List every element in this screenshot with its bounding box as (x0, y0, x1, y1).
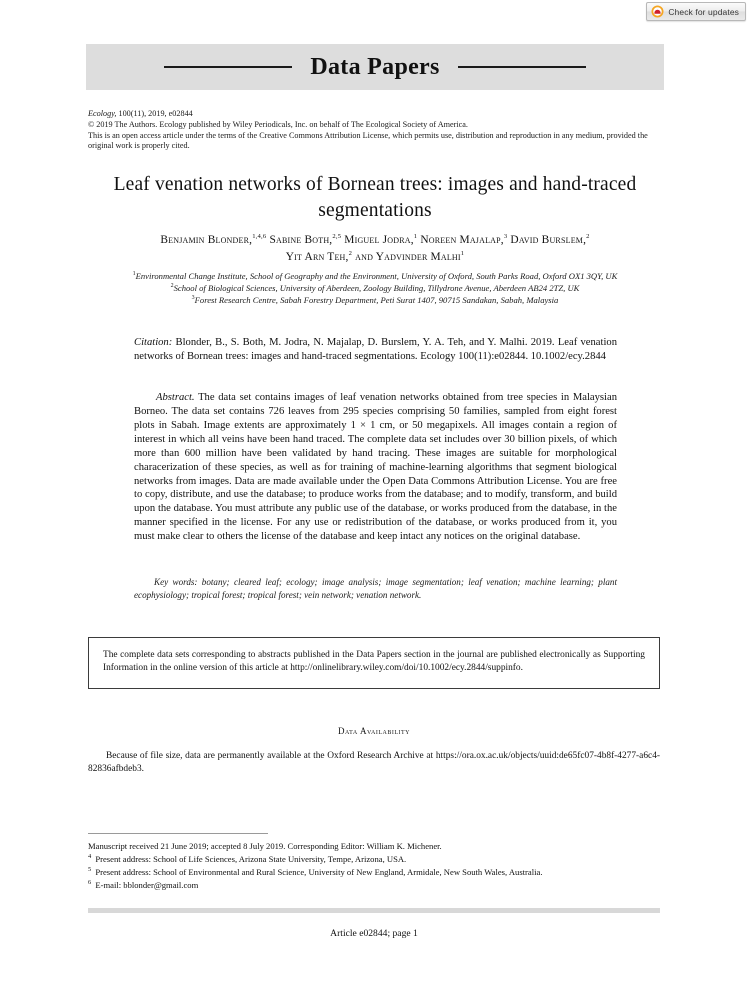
check-for-updates-label: Check for updates (668, 6, 739, 17)
keywords-text: botany; cleared leaf; ecology; image analysis; image segmentation; leaf venation; machine learning; plant ecophysiology; tropical forest; tropical forest; vein network; venation network. (134, 577, 618, 600)
affiliation-item (78, 282, 672, 294)
author-affiliation-marker: 2 (348, 249, 353, 257)
footnote-marker: 5 (88, 866, 92, 874)
supporting-information-text: The complete data sets corresponding to abstracts published in the Data Papers section in the journal are published electronically as Supporting Information in the online version of this article at http://onlinelibrary.wiley.com/doi/10.1002/ecy.2844/suppinfo. (103, 650, 645, 673)
author-list (90, 232, 660, 265)
footnote-text: Present address: School of Life Sciences, Arizona State University, Tempe, Arizona, USA. (93, 854, 407, 865)
banner-rule-left (164, 66, 292, 68)
footer-divider (88, 908, 660, 913)
author-affiliation-marker: 3 (503, 233, 508, 241)
citation-text: Blonder, B., S. Both, M. Jodra, N. Majalap, D. Burslem, Y. A. Teh, and Y. Malhi. 2019. Leaf venation networks of Bornean trees: images and hand-traced segmentations. Ecology 100(11):e02844. 10.1002/ecy.2844 (134, 337, 617, 363)
author-name: and Yadvinder Malhi (355, 250, 461, 263)
affiliation-text: Environmental Change Institute, School of Geography and the Environment, University of Oxford, South Parks Road, Oxford OX1 3QY, UK (135, 271, 618, 281)
keywords-block (134, 576, 617, 601)
journal-issue: 100(11), 2019, e02844 (116, 109, 193, 118)
citation-label: Citation: (134, 337, 173, 348)
footnote-marker: 6 (88, 879, 92, 887)
affiliation-marker: 1 (132, 271, 136, 278)
banner-rule-right (458, 66, 586, 68)
abstract-text: The data set contains images of leaf venation networks obtained from tree species in Malaysian Borneo. The data set contains 726 leaves from 295 species comprising 50 families, sampled from eight forest plots in Sabah. Image extents are approximately 1 × 1 cm, or 50 megapixels. All images contain a region of interest in which all veins have been hand traced. The complete data set includes over 30 billion pixels, of which more than 600 million have been validated by hand tracing. These images are suitable for morphological characerization of these species, as well as for training of machine-learning algorithms that segment biological networks from images. Data are made available under the Open Data Commons Attribution License. You are free to copy, distribute, and use the database; to produce works from the database; and to modify, transform, and build upon the database. You must attribute any public use of the database, or works produced from the database, in the manner specified in the license. For any use or redistribution of the database, or works produced from it, you must make clear to others the license of the database and keep intact any notices on the original database. (134, 392, 617, 543)
footnote-text: E-mail: bblonder@gmail.com (93, 880, 199, 891)
author-affiliation-marker: 2,5 (332, 233, 342, 241)
section-title: Data Papers (310, 53, 440, 80)
crossmark-icon (651, 5, 664, 18)
page-footer: Article e02844; page 1 (330, 928, 418, 939)
footnote-block (88, 840, 660, 892)
citation-block (134, 336, 617, 364)
author-line-1 (90, 232, 660, 249)
journal-citation-line (88, 109, 666, 120)
journal-masthead (88, 109, 666, 152)
footnote-text: Present address: School of Environmental and Rural Science, University of New England, Armidale, New South Wales, Australia. (93, 867, 543, 878)
abstract-block (134, 391, 617, 544)
data-availability-text: Because of file size, data are permanently available at the Oxford Research Archive at https://ora.ox.ac.uk/objects/uuid:de65fc07-4b8f-4277-a6c4-82836afbdeb3. (88, 751, 660, 774)
check-for-updates-badge[interactable] (646, 2, 746, 21)
affiliation-item (78, 270, 672, 282)
manuscript-dates: Manuscript received 21 June 2019; accepted 8 July 2019. Corresponding Editor: William K. Michener. (88, 841, 442, 851)
footnote-item (88, 853, 660, 866)
author-affiliation-marker: 1 (460, 249, 465, 257)
footnote-divider (88, 833, 268, 834)
journal-name: Ecology, (88, 109, 117, 118)
affiliation-list (78, 270, 672, 307)
affiliation-marker: 3 (191, 295, 195, 302)
abstract-label: Abstract. (156, 392, 195, 403)
footnote-items (88, 853, 660, 892)
author-name: Sabine Both, (269, 234, 333, 246)
affiliation-text: Forest Research Centre, Sabah Forestry Department, Peti Surat 1407, 90715 Sandakan, Sabah, Malaysia (194, 295, 559, 306)
supporting-information-box (88, 637, 660, 689)
author-name: Miguel Jodra, (344, 234, 414, 246)
affiliation-marker: 2 (170, 283, 174, 290)
footnote-item (88, 879, 660, 892)
author-name: Benjamin Blonder, (160, 234, 253, 246)
author-affiliation-marker: 1,4,6 (252, 233, 267, 241)
author-name: David Burslem, (510, 234, 587, 246)
author-name: Yit Arn Teh, (285, 250, 349, 263)
affiliation-item (78, 294, 672, 306)
affiliation-text: School of Biological Sciences, University of Aberdeen, Zoology Building, Tillydrone Avenue, Aberdeen AB24 2TZ, UK (173, 283, 580, 294)
author-line-2 (90, 249, 660, 266)
author-name: Noreen Majalap, (420, 234, 504, 246)
footnote-marker: 4 (88, 853, 92, 861)
section-banner (86, 44, 664, 90)
keywords-label: Key words: (154, 577, 198, 587)
author-affiliation-marker: 1 (413, 233, 418, 241)
author-affiliation-marker: 2 (586, 233, 590, 241)
footnote-item (88, 866, 660, 879)
page-title: Leaf venation networks of Bornean trees: images and hand-traced segmentations (113, 174, 637, 221)
open-access-line: This is an open access article under the terms of the Creative Commons Attribution License, which permits use, distribution and reproduction in any medium, provided the original work is properly cited. (88, 130, 648, 151)
copyright-line: © 2019 The Authors. Ecology published by Wiley Periodicals, Inc. on behalf of The Ecological Society of America. (88, 119, 468, 129)
data-availability-heading: Data Availability (338, 726, 410, 736)
